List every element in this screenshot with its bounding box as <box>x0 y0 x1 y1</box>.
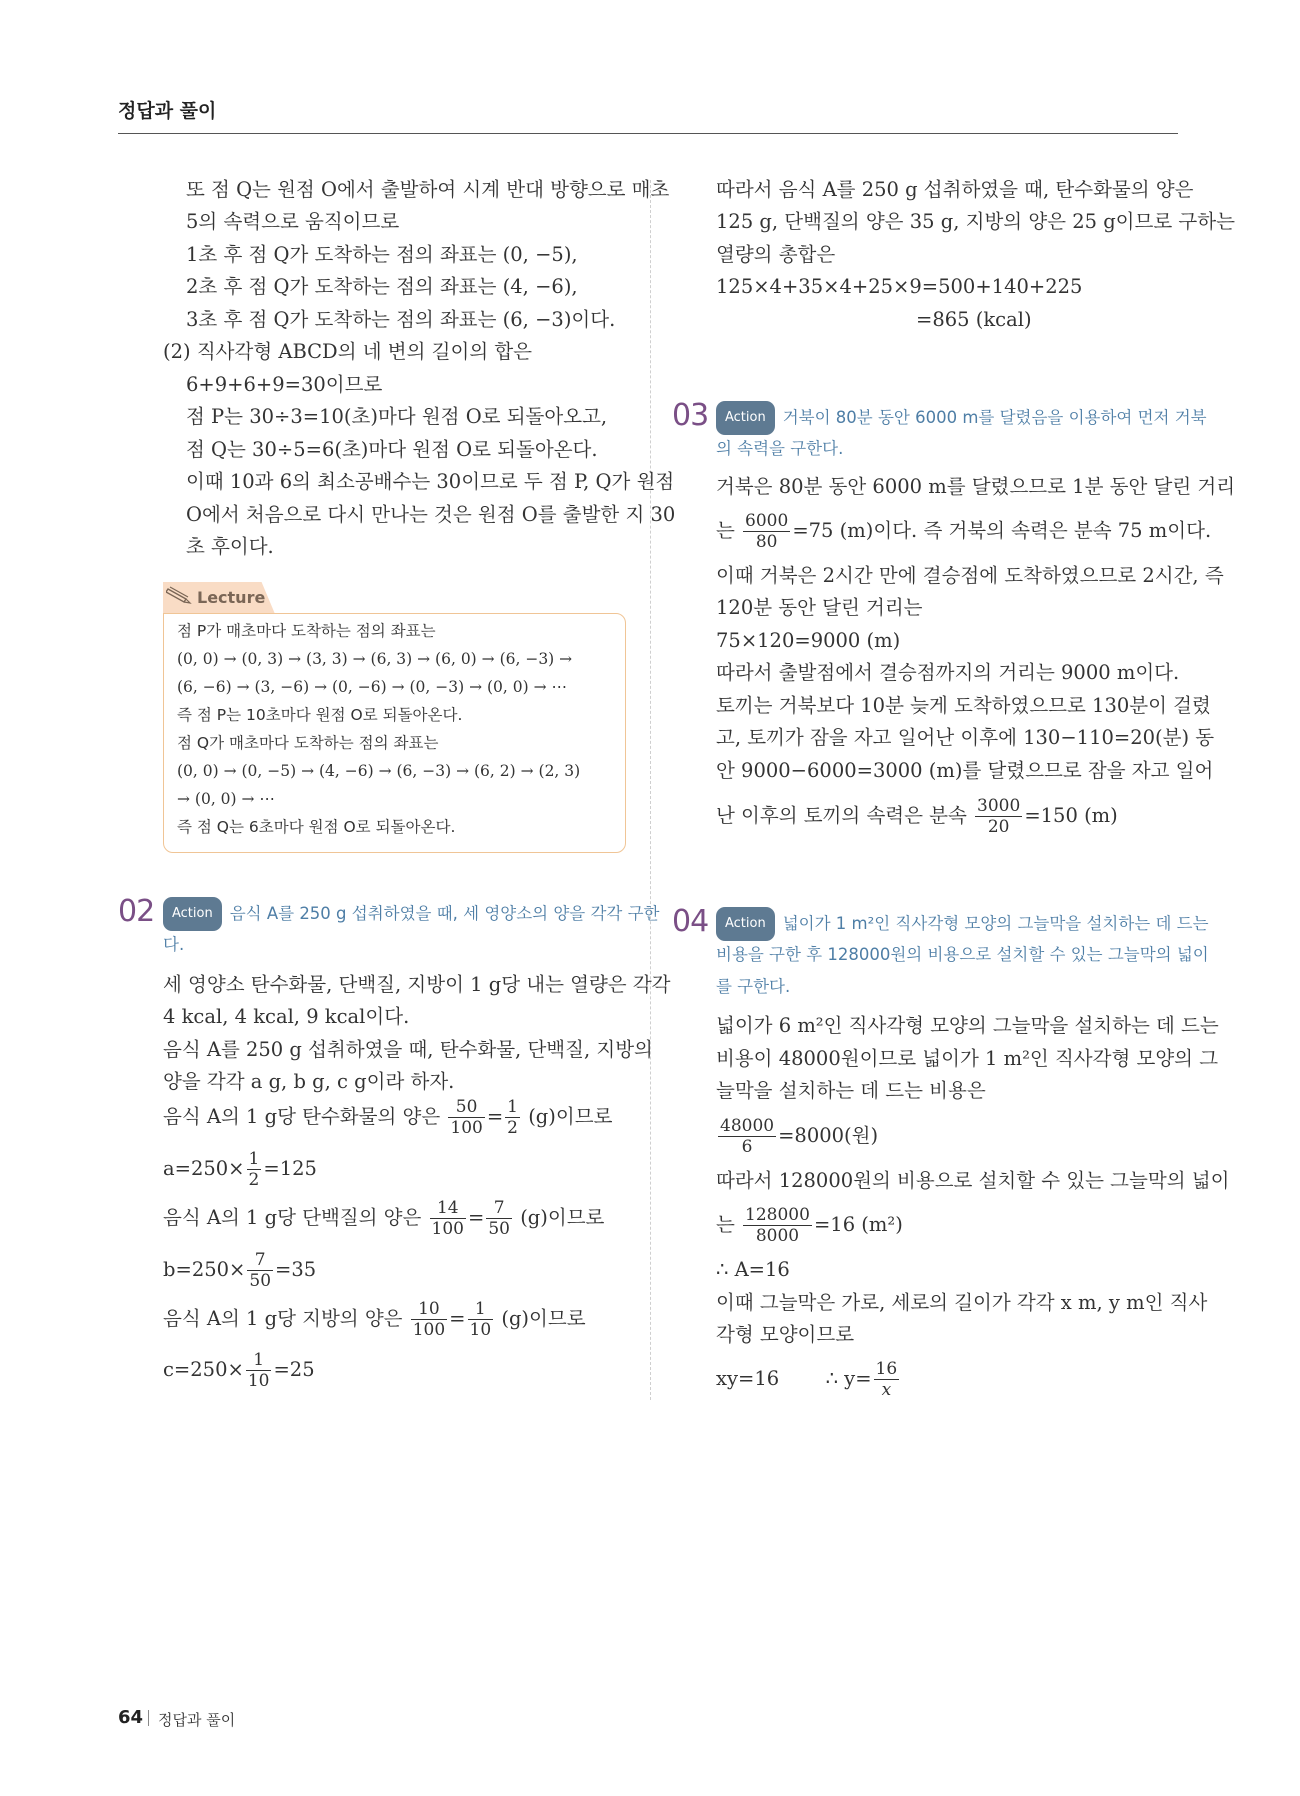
fraction <box>743 511 790 552</box>
action-hint-02 <box>163 897 659 931</box>
text-line: 열량의 총합은 <box>716 243 836 266</box>
text-line: 4 kcal, 4 kcal, 9 kcal이다. <box>163 1005 410 1028</box>
equation-text: 는 <box>716 1213 735 1236</box>
equation-text: xy=16 <box>716 1367 780 1390</box>
numerator: 1 <box>248 1149 260 1169</box>
lecture-line: 즉 점 Q는 6초마다 원점 O로 되돌아온다. <box>177 818 456 836</box>
lecture-line: (0, 0) → (0, 3) → (3, 3) → (6, 3) → (6, 0) → (6, −3) → <box>177 650 573 668</box>
text-line: 안 9000−6000=3000 (m)를 달렸으므로 잠을 자고 일어 <box>716 759 1214 782</box>
text-line: 3초 후 점 Q가 도착하는 점의 좌표는 (6, −3)이다. <box>186 308 616 331</box>
numerator: 1 <box>246 1350 272 1371</box>
equation-text: (g)이므로 <box>520 1206 605 1229</box>
text-line: 비용이 48000원이므로 넓이가 1 m²인 직사각형 모양의 그 <box>716 1047 1219 1070</box>
text-line: 넓이가 6 m²인 직사각형 모양의 그늘막을 설치하는 데 드는 <box>716 1014 1219 1037</box>
lecture-line: 점 Q가 매초마다 도착하는 점의 좌표는 <box>177 734 439 752</box>
lecture-line: → (0, 0) → ⋯ <box>177 790 275 808</box>
fraction <box>468 1299 494 1340</box>
text-line: 초 후이다. <box>186 535 274 558</box>
action-text-line: 다. <box>163 935 185 954</box>
denominator: x <box>881 1380 892 1400</box>
text-line: 2초 후 점 Q가 도착하는 점의 좌표는 (4, −6), <box>186 275 578 298</box>
action-text-line: 넓이가 1 m²인 직사각형 모양의 그늘막을 설치하는 데 드는 <box>782 914 1209 933</box>
numerator: 48000 <box>720 1116 775 1136</box>
lecture-line: 점 P가 매초마다 도착하는 점의 좌표는 <box>177 622 436 640</box>
text-line: 120분 동안 달린 거리는 <box>716 596 923 619</box>
fraction <box>448 1097 484 1138</box>
text-line: 1초 후 점 Q가 도착하는 점의 좌표는 (0, −5), <box>186 243 578 266</box>
numerator: 3000 <box>977 796 1021 816</box>
text-line: (2) 직사각형 ABCD의 네 변의 길이의 합은 <box>163 340 533 363</box>
text-line: 늘막을 설치하는 데 드는 비용은 <box>716 1079 986 1102</box>
text-line: 6+9+6+9=30이므로 <box>186 373 383 396</box>
header-divider <box>118 133 1178 134</box>
c-equation <box>163 1347 315 1393</box>
fraction <box>430 1198 466 1239</box>
text-line: 따라서 128000원의 비용으로 설치할 수 있는 그늘막의 넓이 <box>716 1169 1230 1192</box>
numerator: 16 <box>875 1359 898 1379</box>
equation-text: 난 이후의 토끼의 속력은 분속 <box>716 804 967 827</box>
text-line: 음식 A를 250 g 섭취하였을 때, 탄수화물, 단백질, 지방의 <box>163 1038 653 1061</box>
action-badge: Action <box>163 897 222 931</box>
equation-text: a=250× <box>163 1157 245 1180</box>
numerator: 6000 <box>745 511 789 531</box>
final-equation <box>716 1356 901 1402</box>
a-equation <box>163 1146 317 1192</box>
text-line: 이때 그늘막은 가로, 세로의 길이가 각각 x m, y m인 직사 <box>716 1291 1208 1314</box>
action-badge: Action <box>716 907 775 941</box>
rabbit-speed-equation <box>716 793 1118 839</box>
action-text-line: 음식 A를 250 g 섭취하였을 때, 세 영양소의 양을 각각 구한 <box>229 904 660 923</box>
action-text-line: 비용을 구한 후 128000원의 비용으로 설치할 수 있는 그늘막의 넓이 <box>716 945 1209 964</box>
fraction <box>247 1149 262 1190</box>
action-hint-03 <box>716 401 1207 435</box>
lecture-line: 즉 점 P는 10초마다 원점 O로 되돌아온다. <box>177 706 463 724</box>
equation-text: 음식 A의 1 g당 탄수화물의 양은 <box>163 1105 441 1128</box>
text-line: O에서 처음으로 다시 만나는 것은 원점 O를 출발한 지 30 <box>186 503 676 526</box>
lecture-line: (6, −6) → (3, −6) → (0, −6) → (0, −3) → (0, 0) → ⋯ <box>177 678 568 696</box>
carb-equation: 음식 A의 1 g당 탄수화물의 양은 $\frac{50}{100}$ = $\frac{1}{2}$ (g)이므로 <box>163 1097 613 1138</box>
text-line: ∴ A=16 <box>716 1258 790 1281</box>
numerator: 7 <box>247 1250 273 1271</box>
page-number: 64 <box>118 1707 144 1728</box>
text-line: 또 점 Q는 원점 O에서 출발하여 시계 반대 방향으로 매초 <box>186 178 670 201</box>
action-text-line: 거북이 80분 동안 6000 m를 달렸음을 이용하여 먼저 거북 <box>782 408 1207 427</box>
equation-text: (g)이므로 <box>501 1307 586 1330</box>
numerator: 7 <box>486 1198 512 1219</box>
action-hint-04 <box>716 907 1209 941</box>
cost-equation <box>716 1113 878 1159</box>
text-line: 이때 10과 6의 최소공배수는 30이므로 두 점 P, Q가 원점 <box>186 470 675 493</box>
equation-text: 는 <box>716 519 735 542</box>
denominator: 50 <box>249 1271 272 1291</box>
equation-text: ∴ y= <box>825 1367 872 1390</box>
equation-text: c=250× <box>163 1358 244 1381</box>
text-line: 고, 토끼가 잠을 자고 일어난 이후에 130−110=20(분) 동 <box>716 726 1215 749</box>
numerator: 128000 <box>745 1205 810 1225</box>
numerator: 50 <box>448 1097 484 1118</box>
fraction <box>743 1205 812 1246</box>
pencil-icon <box>166 585 192 605</box>
action-text-line: 를 구한다. <box>716 977 791 996</box>
text-line: 세 영양소 탄수화물, 단백질, 지방이 1 g당 내는 열량은 각각 <box>163 973 671 996</box>
text-line: 125×4+35×4+25×9=500+140+225 <box>716 275 1083 298</box>
text-line: 75×120=9000 (m) <box>716 629 901 652</box>
numerator: 10 <box>411 1299 447 1320</box>
problem-number-04: 04 <box>672 904 709 939</box>
problem-number-02: 02 <box>118 894 155 929</box>
fraction <box>874 1359 900 1400</box>
fraction <box>486 1198 512 1239</box>
denominator: 10 <box>247 1371 270 1391</box>
text-line: 5의 속력으로 움직이므로 <box>186 210 400 233</box>
problem-number-03: 03 <box>672 398 709 433</box>
denominator: 8000 <box>755 1226 800 1246</box>
tortoise-speed-equation <box>716 508 1211 554</box>
numerator: 1 <box>468 1299 494 1320</box>
text-line: 점 Q는 30÷5=6(초)마다 원점 O로 되돌아온다. <box>186 438 598 461</box>
text-line: 거북은 80분 동안 6000 m를 달렸으므로 1분 동안 달린 거리 <box>716 475 1236 498</box>
protein-equation: 음식 A의 1 g당 단백질의 양은 $\frac{14}{100}$ = $\frac{7}{50}$ (g)이므로 <box>163 1198 605 1239</box>
column-divider <box>650 180 651 1400</box>
denominator: 100 <box>431 1219 464 1239</box>
equation-text: =35 <box>275 1258 317 1281</box>
text-line: 따라서 음식 A를 250 g 섭취하였을 때, 탄수화물의 양은 <box>716 178 1194 201</box>
text-line: 따라서 출발점에서 결승점까지의 거리는 9000 m이다. <box>716 661 1180 684</box>
action-text-line: 의 속력을 구한다. <box>716 439 844 458</box>
text-line: 양을 각각 a g, b g, c g이라 하자. <box>163 1070 455 1093</box>
fat-equation: 음식 A의 1 g당 지방의 양은 $\frac{10}{100}$ = $\frac{1}{10}$ (g)이므로 <box>163 1299 586 1340</box>
text-line: 점 P는 30÷3=10(초)마다 원점 O로 되돌아오고, <box>186 405 608 428</box>
lecture-line: (0, 0) → (0, −5) → (4, −6) → (6, −3) → (6, 2) → (2, 3) <box>177 762 581 780</box>
equation-text: (g)이므로 <box>528 1105 613 1128</box>
denominator: 50 <box>488 1219 510 1239</box>
fraction <box>411 1299 447 1340</box>
equation-text: 음식 A의 1 g당 단백질의 양은 <box>163 1206 422 1229</box>
text-line: =865 (kcal) <box>916 308 1032 331</box>
action-badge: Action <box>716 401 775 435</box>
denominator: 100 <box>412 1320 446 1340</box>
area-equation <box>716 1202 903 1248</box>
page-header-title: 정답과 풀이 <box>118 100 217 122</box>
equation-text: =16 (m²) <box>813 1213 903 1236</box>
footer-separator <box>148 1710 149 1726</box>
denominator: 80 <box>755 532 778 552</box>
numerator: 14 <box>430 1198 466 1219</box>
denominator: 2 <box>507 1118 518 1138</box>
lecture-label: Lecture <box>197 588 266 607</box>
equation-text: 음식 A의 1 g당 지방의 양은 <box>163 1307 403 1330</box>
denominator: 100 <box>450 1118 483 1138</box>
text-line: 각형 모양이므로 <box>716 1323 855 1346</box>
fraction <box>718 1116 776 1157</box>
text-line: 토끼는 거북보다 10분 늦게 도착하였으므로 130분이 걸렸 <box>716 694 1211 717</box>
fraction <box>246 1350 272 1391</box>
footer-label: 정답과 풀이 <box>158 1711 236 1729</box>
equation-text: b=250× <box>163 1258 246 1281</box>
denominator: 10 <box>469 1320 492 1340</box>
equation-text: =125 <box>263 1157 317 1180</box>
text-line: 125 g, 단백질의 양은 35 g, 지방의 양은 25 g이므로 구하는 <box>716 210 1235 233</box>
equation-text: =150 (m) <box>1024 804 1118 827</box>
numerator: 1 <box>507 1097 518 1117</box>
equation-text: =8000(원) <box>778 1124 879 1147</box>
equation-text: =75 (m)이다. 즉 거북의 속력은 분속 75 m이다. <box>792 519 1212 542</box>
fraction <box>975 796 1022 837</box>
denominator: 20 <box>987 817 1010 837</box>
text-line: 이때 거북은 2시간 만에 결승점에 도착하였으므로 2시간, 즉 <box>716 564 1224 587</box>
equation-text: =25 <box>273 1358 315 1381</box>
fraction <box>505 1097 520 1138</box>
b-equation <box>163 1247 316 1293</box>
denominator: 6 <box>741 1137 753 1157</box>
fraction <box>247 1250 273 1291</box>
denominator: 2 <box>248 1170 260 1190</box>
